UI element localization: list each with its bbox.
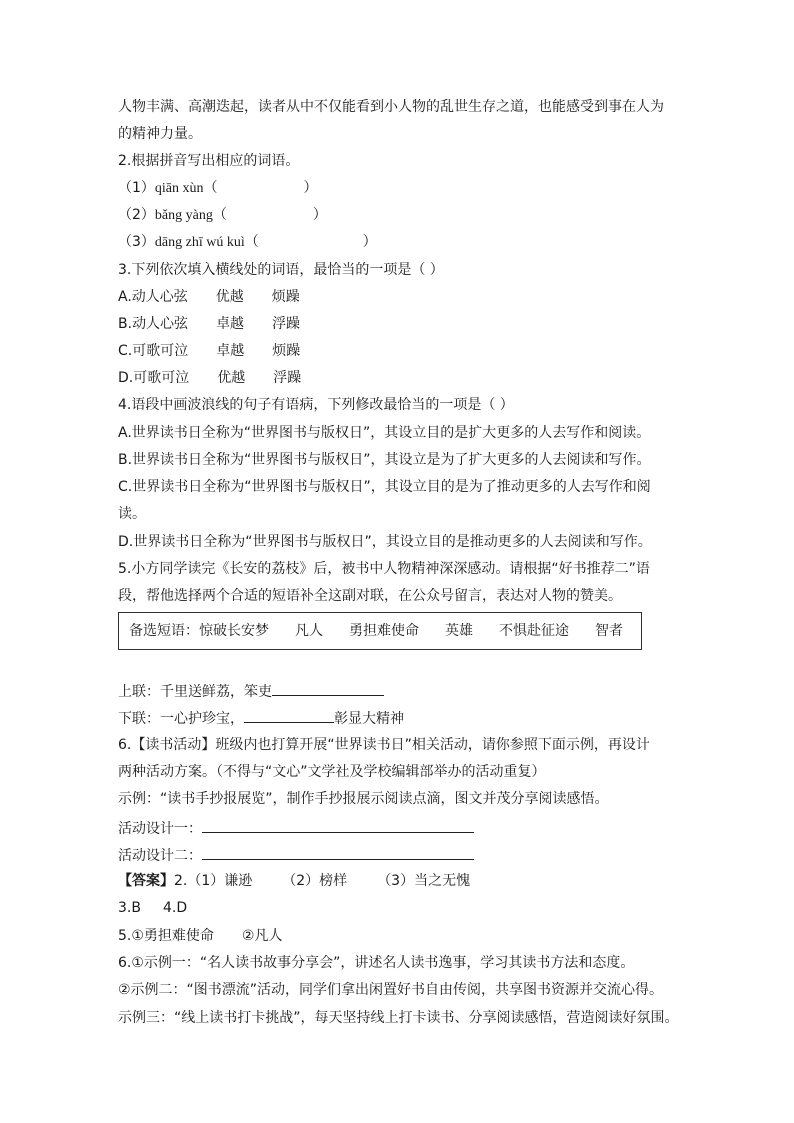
q3-option-d [118,369,301,387]
q4-option-c-cont: 读。 [118,506,146,522]
activity-design-1 [118,818,474,838]
answer-item: 5.①勇担难使命 [118,928,214,944]
option-word: 卓越 [216,343,245,359]
option-word: 可歌可泣 [133,370,190,386]
q3-option-c [118,342,300,360]
lower-couplet-text: 下联：一心护珍宝， [118,711,244,727]
q4-option-d: D.世界读书日全称为“世界图书与版权日”，其设立目的是推动更多的人去阅读和写作。 [118,534,652,550]
q4-option-b: B.世界读书日全称为“世界图书与版权日”，其设立是为了扩大更多的人去阅读和写作。 [118,452,651,468]
option-word: 烦躁 [271,289,300,305]
q5-stem-1: 5.小方同学读完《长安的荔枝》后，被书中人物精神深深感动。请根据“好书推荐二”语 [118,561,650,577]
open-paren: （ [244,234,259,250]
option-label: D. [118,370,134,386]
q2-item-number: （2） [118,207,155,223]
phrase-option: 惊破长安梦 [199,623,269,639]
q4-option-a: A.世界读书日全称为“世界图书与版权日”，其设立目的是扩大更多的人去写作和阅读。 [118,425,651,441]
q6-stem-1: 6.【读书活动】班级内也打算开展“世界读书日”相关活动，请你参照下面示例，再设计 [118,737,650,753]
option-word: 优越 [215,289,244,305]
option-label: B. [118,316,133,332]
option-word: 卓越 [216,316,245,332]
answer-item: ②凡人 [241,928,283,944]
option-label: A. [118,289,132,305]
phrase-option: 勇担难使命 [349,623,419,639]
q2-item-number: （3） [118,234,155,250]
design-blank [202,845,474,860]
option-word: 动人心弦 [131,289,188,305]
q2-stem: 2.根据拼音写出相应的词语。 [118,153,300,169]
q3-option-b [118,315,300,333]
answer-item: 3.B [118,900,141,916]
q4-option-c: C.世界读书日全称为“世界图书与版权日”，其设立目的是为了推动更多的人去写作和阅 [118,479,651,495]
upper-couplet-text: 上联：千里送鲜荔，笨吏 [118,684,272,700]
close-paren: ） [312,207,327,223]
answer-line-6-2: ②示例二：“图书漂流”活动，同学们拿出闲置好书自由传阅，共享图书资源并交流心得。 [118,982,664,998]
answer-line-3-4 [118,899,187,917]
close-paren: ） [362,234,377,250]
q2-pinyin: bǎng yàng [154,208,213,223]
phrase-option: 凡人 [295,623,323,639]
close-paren: ） [303,180,318,196]
q6-stem-2: 两种活动方案。（不得与“文心”文学社及学校编辑部举办的活动重复） [118,764,546,780]
design-label: 活动设计一： [118,821,202,837]
design-label: 活动设计二： [118,848,202,864]
answer-tag: 【答案】 [118,873,174,889]
design-blank [202,818,474,833]
upper-couplet [118,681,384,701]
q3-stem: 3.下列依次填入横线处的词语，最恰当的一项是（ ） [118,262,444,278]
option-word: 动人心弦 [132,316,189,332]
open-paren: （ [203,180,218,196]
q2-item-number: （1） [118,180,155,196]
phrase-box-label: 备选短语： [129,623,199,639]
q2-item-1 [118,179,318,198]
q3-option-a [118,288,300,306]
q5-stem-2: 段，帮他选择两个合适的短语补全这副对联，在公众号留言，表达对人物的赞美。 [118,588,622,604]
q2-pinyin: dāng zhī wú kuì [154,235,245,250]
option-word: 浮躁 [273,370,302,386]
q2-item-2 [118,206,327,225]
answer-item: （3）当之无愧 [377,873,471,889]
answer-item: 4.D [162,900,188,916]
answer-item: 2.（1）谦逊 [174,873,253,889]
intro-line-2: 的精神力量。 [118,126,202,142]
option-word: 烦躁 [272,343,301,359]
option-label: C. [118,343,133,359]
lower-couplet-end: 彰显大精神 [334,711,404,727]
answer-line-5 [118,927,282,945]
phrase-option: 英雄 [445,623,473,639]
q6-example: 示例：“读书手抄报展览”，制作手抄报展示阅读点滴，图文并茂分享阅读感悟。 [118,791,609,807]
phrase-option: 不惧赴征途 [499,623,569,639]
option-word: 可歌可泣 [132,343,189,359]
q2-item-3 [118,233,377,252]
q4-stem: 4.语段中画波浪线的句子有语病，下列修改最恰当的一项是（ ） [118,397,514,413]
lower-couplet [118,708,404,728]
q2-pinyin: qiān xùn [154,181,204,196]
option-word: 浮躁 [272,316,301,332]
answer-line-6-1: 6.①示例一：“名人读书故事分享会”，讲述名人读书逸事，学习其读书方法和态度。 [118,955,635,971]
intro-line-1: 人物丰满、高潮迭起，读者从中不仅能看到小人物的乱世生存之道，也能感受到事在人为 [118,99,664,115]
answer-line-6-3: 示例三：“线上读书打卡挑战”，每天坚持线上打卡读书、分享阅读感悟，营造阅读好氛围。 [118,1010,679,1026]
open-paren: （ [212,207,227,223]
option-word: 优越 [217,370,246,386]
answer-item: （2）榜样 [282,873,348,889]
phrase-option: 智者 [595,623,623,639]
answer-line-2 [118,872,470,890]
phrase-option-box [118,612,642,650]
upper-blank [272,681,384,696]
activity-design-2 [118,845,474,865]
lower-blank [244,708,334,723]
